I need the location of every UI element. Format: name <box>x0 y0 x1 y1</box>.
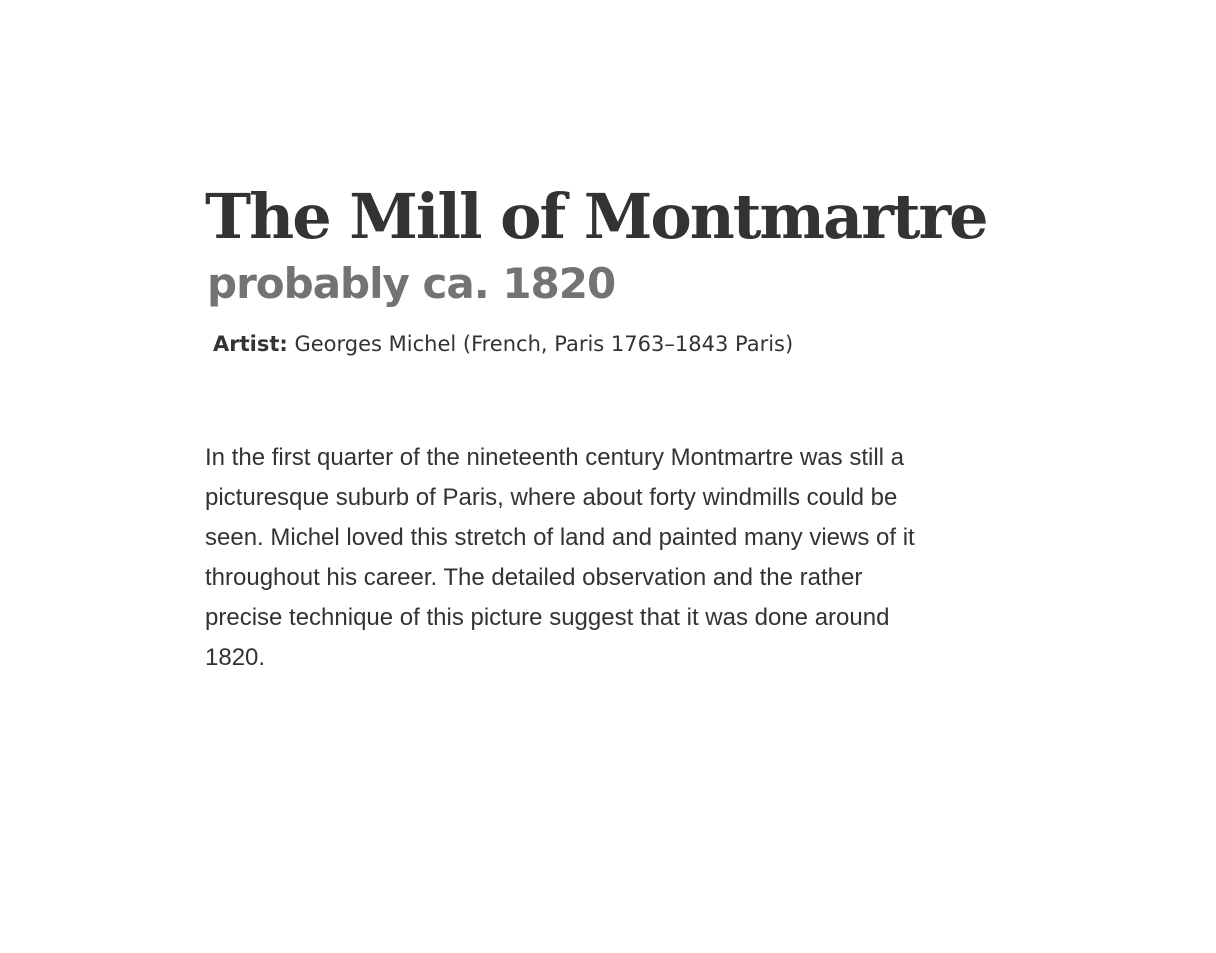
object-header <box>205 176 1005 358</box>
description-line: picturesque suburb of Paris, where about forty windmills could be <box>205 484 898 511</box>
description-line: 1820. <box>205 644 266 671</box>
artist-line <box>213 330 1005 358</box>
object-title: The Mill of Montmartre <box>205 180 987 253</box>
description-line: precise technique of this picture suggest that it was done around <box>205 604 890 631</box>
object-date: probably ca. 1820 <box>207 259 616 308</box>
object-description <box>205 438 1005 678</box>
description-line: throughout his career. The detailed observation and the rather <box>205 564 863 591</box>
artist-name: Georges Michel (French, Paris 1763–1843 Paris) <box>294 332 794 356</box>
description-line: seen. Michel loved this stretch of land and painted many views of it <box>205 524 915 551</box>
description-line: In the first quarter of the nineteenth century Montmartre was still a <box>205 444 904 471</box>
artist-label: Artist: <box>213 332 288 356</box>
